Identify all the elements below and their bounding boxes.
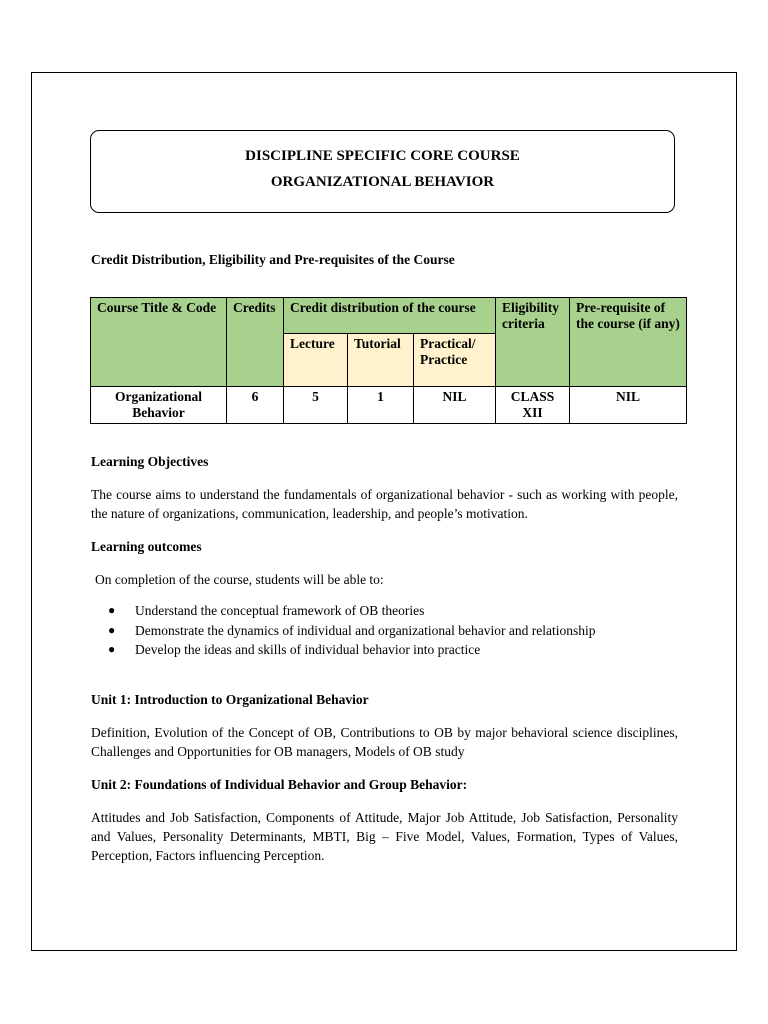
cell-tutorial: 1 bbox=[348, 387, 414, 424]
header-practical: Practical/ Practice bbox=[414, 334, 496, 387]
header-lecture: Lecture bbox=[284, 334, 348, 387]
header-prerequisite: Pre-requisite of the course (if any) bbox=[570, 298, 687, 387]
cell-practical: NIL bbox=[414, 387, 496, 424]
bullet-icon: ● bbox=[108, 622, 116, 637]
learning-objectives-heading: Learning Objectives bbox=[91, 454, 209, 469]
cell-eligibility: CLASS XII bbox=[496, 387, 570, 424]
list-item: ● Understand the conceptual framework of OB theories bbox=[108, 601, 596, 621]
list-item: ● Demonstrate the dynamics of individual and organizational behavior and relationship bbox=[108, 621, 596, 641]
cell-prerequisite: NIL bbox=[570, 387, 687, 424]
learning-outcomes-intro: On completion of the course, students will be able to: bbox=[95, 572, 384, 587]
header-eligibility: Eligibility criteria bbox=[496, 298, 570, 387]
list-item: ● Develop the ideas and skills of individual behavior into practice bbox=[108, 640, 596, 660]
cell-credits: 6 bbox=[227, 387, 284, 424]
outcomes-list bbox=[108, 601, 596, 660]
credit-heading: Credit Distribution, Eligibility and Pre-requisites of the Course bbox=[91, 252, 455, 267]
unit1-heading: Unit 1: Introduction to Organizational Behavior bbox=[91, 692, 369, 707]
cell-course: Organizational Behavior bbox=[91, 387, 227, 424]
learning-objectives-text: The course aims to understand the fundamentals of organizational behavior - such as working with people, the nature of organizations, communication, leadership, and people’s motivation. bbox=[91, 487, 678, 521]
header-credits: Credits bbox=[227, 298, 284, 387]
header-tutorial: Tutorial bbox=[348, 334, 414, 387]
learning-outcomes-heading: Learning outcomes bbox=[91, 539, 202, 554]
bullet-icon: ● bbox=[108, 642, 116, 656]
bullet-icon: ● bbox=[108, 603, 116, 617]
title-box bbox=[90, 130, 675, 213]
title-line-2: ORGANIZATIONAL BEHAVIOR bbox=[270, 174, 495, 190]
cell-lecture: 5 bbox=[284, 387, 348, 424]
unit2-text: Attitudes and Job Satisfaction, Components of Attitude, Major Job Attitude, Job Satisfaction, Personality and Values, Personality Determinants, MBTI, Big – Five Model, Values, Formation, Types of Values, Perception, Factors influencing Perception. bbox=[91, 810, 678, 863]
title-line-1: DISCIPLINE SPECIFIC CORE COURSE bbox=[245, 148, 520, 164]
header-credit-distribution: Credit distribution of the course bbox=[284, 298, 496, 334]
header-course-title: Course Title & Code bbox=[91, 298, 227, 387]
unit2-heading: Unit 2: Foundations of Individual Behavior and Group Behavior: bbox=[91, 777, 468, 792]
credit-table bbox=[90, 297, 687, 424]
unit1-text: Definition, Evolution of the Concept of OB, Contributions to OB by major behavioral science disciplines, Challenges and Opportunities for OB managers, Models of OB study bbox=[91, 725, 678, 759]
